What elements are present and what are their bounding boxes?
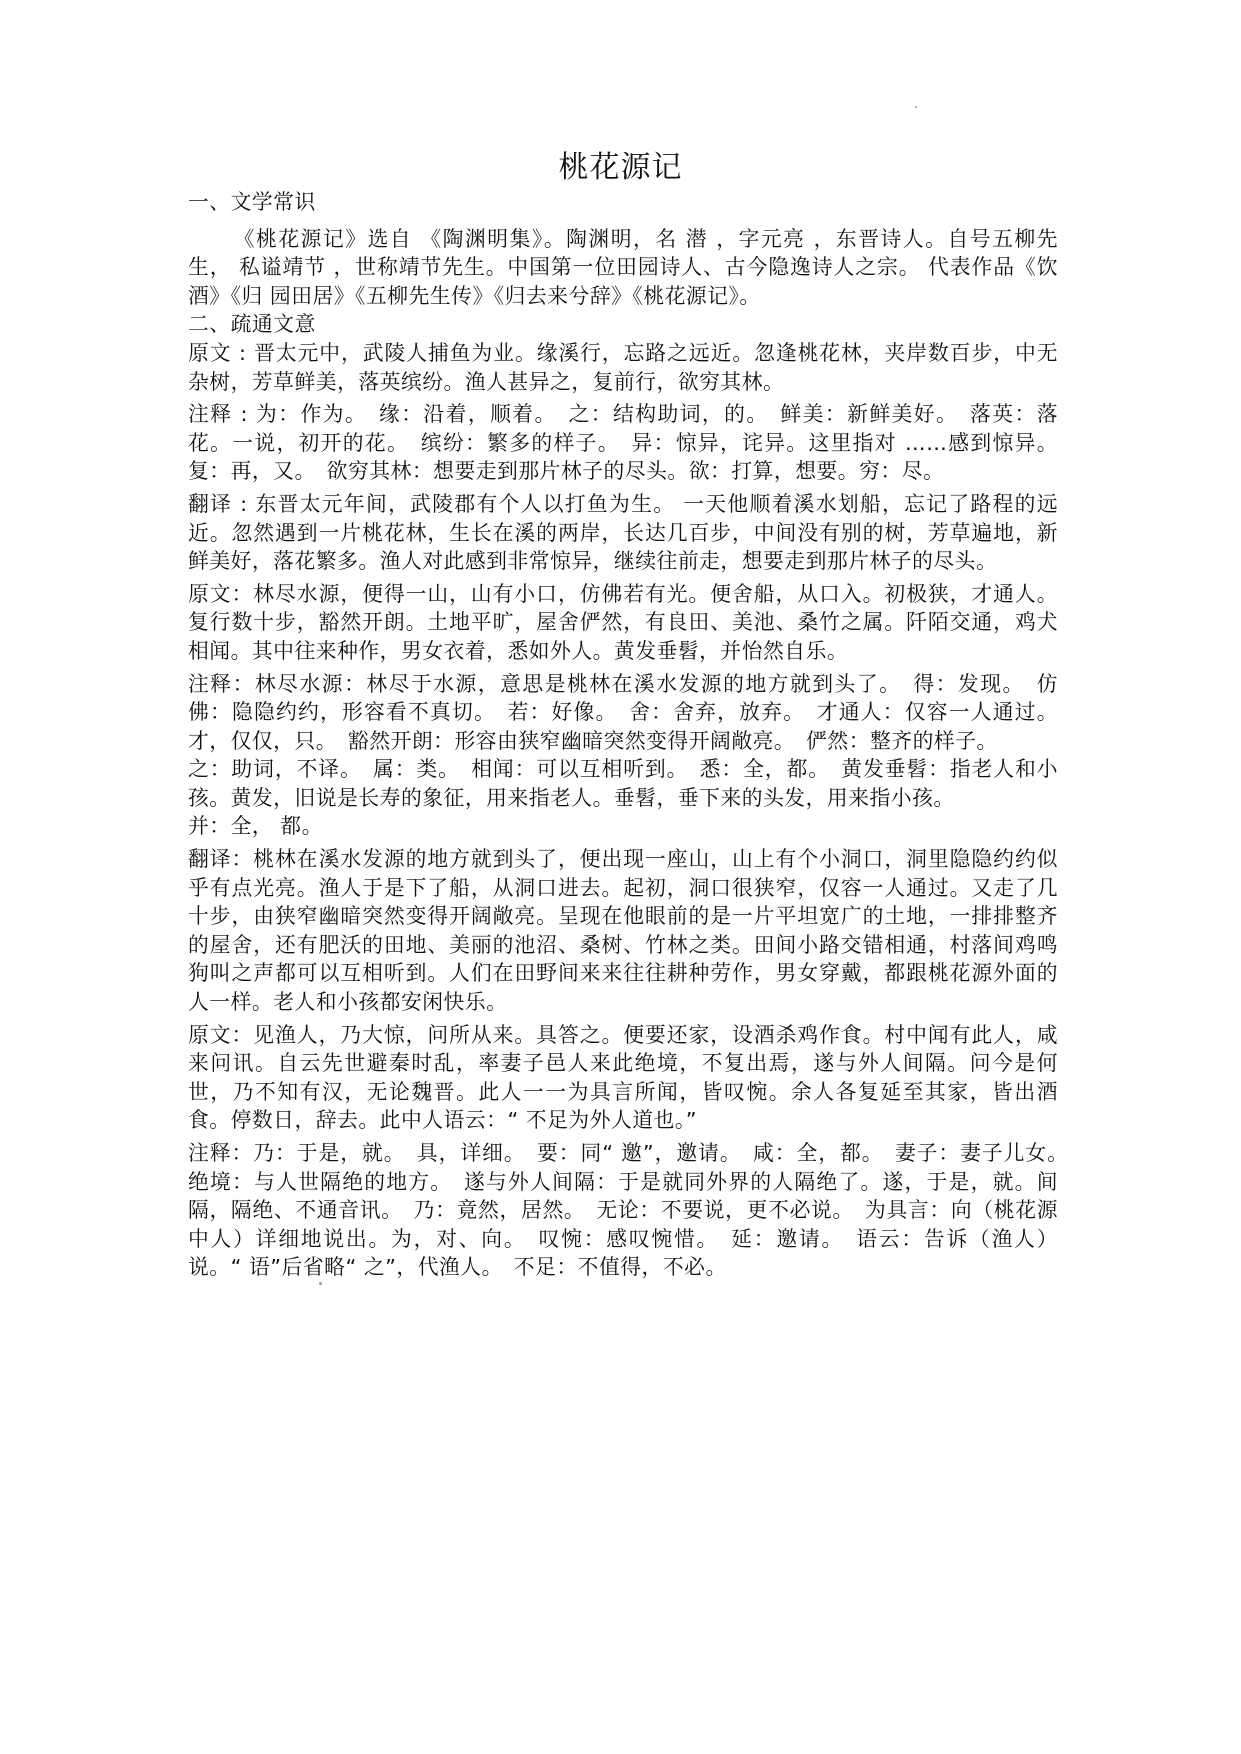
section-heading-literary-knowledge: 一、文学常识 [188, 190, 316, 214]
document-title: 桃花源记 [558, 150, 683, 185]
document-body [188, 188, 1080, 1282]
original-text-paragraph-3: 原文：见渔人，乃大惊，问所从来。具答之。便要还家，设酒杀鸡作食。村中闻有此人，咸来问讯。自云先世避秦时乱，率妻子邑人来此绝境，不复出焉，遂与外人间隔。问今是何世，乃不知有汉，无论魏晋。此人一一为具言所闻，皆叹惋。余人各复延至其家，皆出酒食。停数日，辞去。此中人语云：“ 不足为外人道也。” [188, 1022, 1058, 1133]
translation-paragraph-2: 翻译：桃林在溪水发源的地方就到头了，便出现一座山，山上有个小洞口，洞里隐隐约约似乎有点光亮。渔人于是下了船，从洞口进去。起初，洞口很狭窄，仅容一人通过。又走了几十步，由狭窄幽暗突然变得开阔敞亮。呈现在他眼前的是一片平坦宽广的土地，一排排整齐的屋舍，还有肥沃的田地、美丽的池沼、桑树、竹林之类。田间小路交错相通，村落间鸡鸣狗叫之声都可以互相听到。人们在田野间来来往往耕种劳作，男女穿戴，都跟桃花源外面的人一样。老人和小孩都安闲快乐。 [188, 847, 1058, 1015]
annotation-paragraph-3: 注释：乃：于是，就。 具，详细。 要：同“ 邀”，邀请。 咸：全，都。 妻子：妻子儿女。 绝境：与人世隔绝的地方。 遂与外人间隔：于是就同外界的人隔绝了。遂，于是，就。间隔，隔绝、不通音讯。 乃：竟然，居然。 无论：不要说，更不必说。 为具言：向（桃花源中人）详细地说出。为，对、向。 叹惋：感叹惋惜。 延：邀请。 语云：告诉（渔人）说。“ 语”后省略“ 之”，代渔人。 不足：不值得，不必。 [188, 1141, 1080, 1280]
annotation-paragraph-2-end: 并：全， 都。 [188, 814, 323, 839]
original-text-paragraph-2: 原文：林尽水源，便得一山，山有小口，仿佛若有光。便舍船，从口入。初极狭，才通人。复行数十步，豁然开朗。土地平旷，屋舍俨然，有良田、美池、桑竹之属。阡陌交通，鸡犬相闻。其中往来种作，男女衣着，悉如外人。黄发垂髫，并怡然自乐。 [188, 581, 1058, 663]
annotation-paragraph-2: 注释：林尽水源：林尽于水源，意思是桃林在溪水发源的地方就到头了。 得：发现。 仿佛：隐隐约约，形容看不真切。 若：好像。 舍：舍弃，放弃。 才通人：仅容一人通过。才，仅仅，只。 豁然开朗：形容由狭窄幽暗突然变得开阔敞亮。 俨然：整齐的样子。 [188, 671, 1058, 753]
intro-paragraph: 《桃花源记》选自 《陶渊明集》。陶渊明，名 潜 ，字元亮 ，东晋诗人。自号五柳先生， 私谥靖节 ，世称靖节先生。中国第一位田园诗人、古今隐逸诗人之宗。 代表作品《饮酒》《归 园田居》《五柳先生传》《归去来兮辞》《桃花源记》。 [188, 226, 1058, 308]
speck-mark [319, 1282, 322, 1285]
speck-mark [915, 106, 917, 108]
section-heading-text-meaning: 二、疏通文意 [188, 312, 316, 337]
annotation-paragraph-1: 注释 : 为：作为。 缘：沿着，顺着。 之：结构助词，的。 鲜美：新鲜美好。 落英：落花。一说，初开的花。 缤纷：繁多的样子。 异：惊异，诧异。这里指对 ……感到惊异。 复：再，又。 欲穷其林：想要走到那片林子的尽头。欲：打算，想要。穷：尽。 [188, 402, 1058, 484]
translation-paragraph-1: 翻译 : 东晋太元年间，武陵郡有个人以打鱼为生。 一天他顺着溪水划船，忘记了路程的远近。忽然遇到一片桃花林，生长在溪的两岸，长达几百步，中间没有别的树，芳草遍地，新鲜美好，落花繁多。渔人对此感到非常惊异，继续往前走，想要走到那片林子的尽头。 [188, 491, 1058, 574]
annotation-paragraph-2-continued: 之：助词，不译。 属：类。 相闻：可以互相听到。 悉：全，都。 黄发垂髫：指老人和小 孩。黄发，旧说是长寿的象征，用来指老人。垂髫，垂下来的头发，用来指小孩。 [188, 757, 1080, 810]
original-text-paragraph-1: 原文 : 晋太元中，武陵人捕鱼为业。缘溪行，忘路之远近。忽逢桃花林，夹岸数百步，中无杂树，芳草鲜美，落英缤纷。渔人甚异之，复前行，欲穷其林。 [188, 340, 1058, 394]
